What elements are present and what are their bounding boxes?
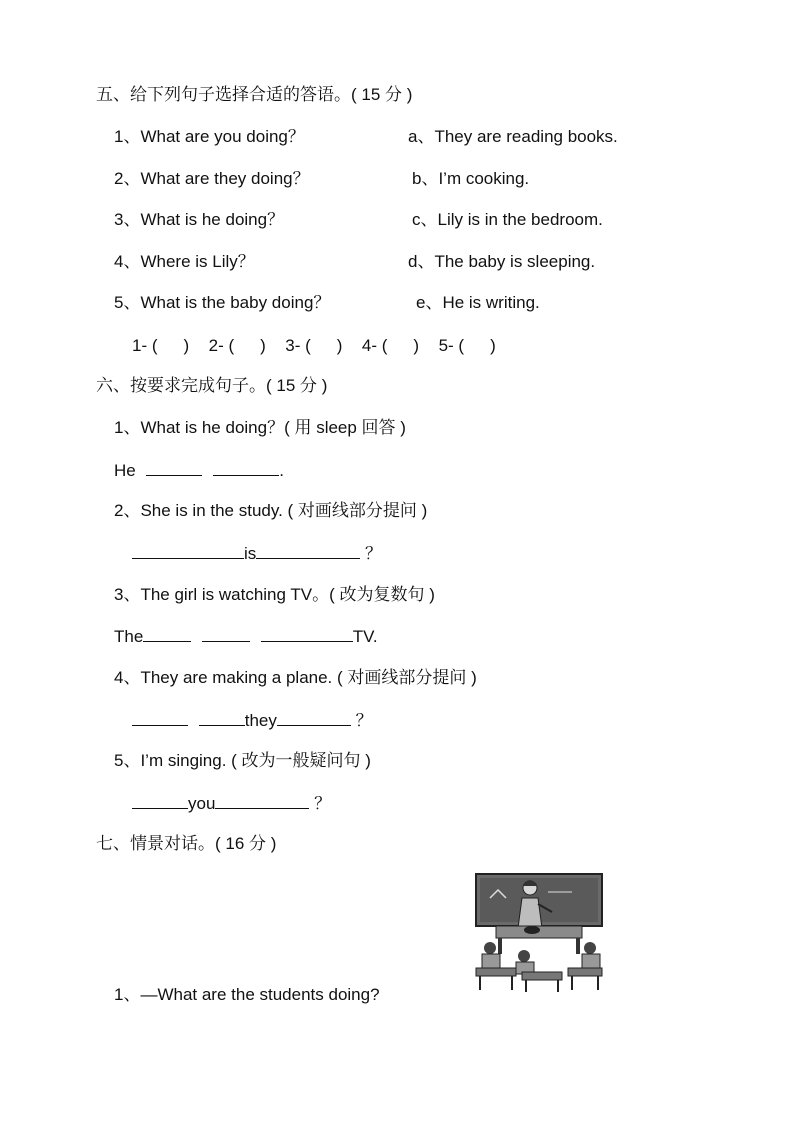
slot-1[interactable]: 1- ( ) [132,336,190,355]
s6-question-1: 1、What is he doing？( 用 sleep 回答 ) [114,418,406,437]
section6-title: 六、按要求完成句子。( 15 分 ) [96,376,328,395]
classroom-illustration [472,868,606,994]
blank[interactable] [256,542,360,559]
s5-answer-c: c、Lily is in the bedroom. [412,210,603,229]
section5-title: 五、给下列句子选择合适的答语。( 15 分 ) [96,85,413,104]
slot-5[interactable]: 5- ( ) [438,336,496,355]
blank[interactable] [261,625,353,642]
slot-3[interactable]: 3- ( ) [285,336,343,355]
slot-4[interactable]: 4- ( ) [361,336,420,355]
blank[interactable] [213,459,279,476]
s5-question-4: 4、Where is Lily？ [114,252,255,271]
s6-answer-3: The TV. [114,627,378,646]
s5-question-5: 5、What is the baby doing？ [114,293,331,312]
s5-answer-slots [132,335,496,357]
s6-question-3: 3、The girl is watching TV。( 改为复数句 ) [114,585,435,604]
s7-question-1: 1、—What are the students doing? [114,985,380,1004]
s6-answer-1: He . [114,461,284,480]
blank[interactable] [215,792,309,809]
blank[interactable] [277,709,351,726]
s5-question-2: 2、What are they doing？ [114,169,310,188]
s5-answer-e: e、He is writing. [416,293,540,312]
s6-question-2: 2、She is in the study. ( 对画线部分提问 ) [114,501,428,520]
s5-answer-a: a、They are reading books. [408,127,618,146]
blank[interactable] [146,459,202,476]
s5-answer-b: b、I’m cooking. [412,169,530,188]
blank[interactable] [132,542,244,559]
blank[interactable] [132,709,188,726]
s5-answer-d: d、The baby is sleeping. [408,252,596,271]
blank[interactable] [199,709,245,726]
s6-answer-4: they ？ [132,709,373,732]
blank[interactable] [143,625,191,642]
blank[interactable] [202,625,250,642]
slot-2[interactable]: 2- ( ) [208,336,266,355]
section7-title: 七、情景对话。( 16 分 ) [96,834,277,853]
s5-question-1: 1、What are you doing？ [114,127,305,146]
s6-answer-5: you ？ [132,792,331,815]
blank[interactable] [132,792,188,809]
s6-answer-2: is ？ [132,542,382,565]
s6-question-5: 5、I’m singing. ( 改为一般疑问句 ) [114,751,371,770]
s6-question-4: 4、They are making a plane. ( 对画线部分提问 ) [114,668,477,687]
s5-question-3: 3、What is he doing？ [114,210,285,229]
